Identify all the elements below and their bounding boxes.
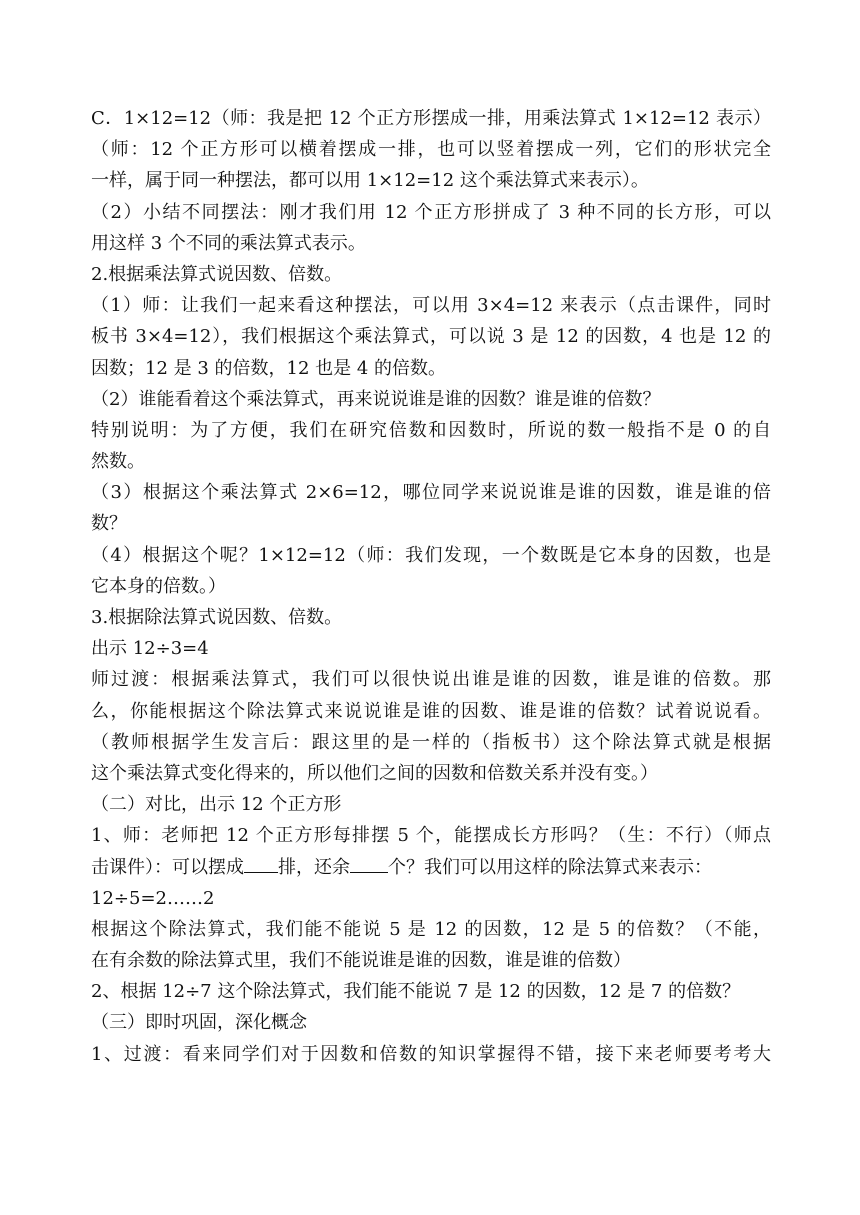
fill-blank-remainder [350,854,388,873]
text-line-with-blanks [91,852,771,883]
section-heading: 2.根据乘法算式说因数、倍数。 [91,263,343,285]
text-line: （3）根据这个乘法算式 2×6=12，哪位同学来说说谁是谁的因数，谁是谁的倍 [91,482,771,504]
text-line: （1）师：让我们一起来看这种摆法，可以用 3×4=12 来表示（点击课件，同时 [91,295,771,317]
text-line: C．1×12=12（师：我是把 12 个正方形摆成一排，用乘法算式 1×12=12 表示） [91,108,771,129]
text-line: （师：12 个正方形可以横着摆成一排，也可以竖着摆成一列，它们的形状完全 [91,139,771,161]
text-line: 这个乘法算式变化得来的，所以他们之间的因数和倍数关系并没有变。） [91,762,658,784]
section-heading: （三）即时巩固，深化概念 [91,1012,307,1034]
text-line: 2、根据 12÷7 这个除法算式，我们能不能说 7 是 12 的因数，12 是 7 的倍数？ [91,981,741,1003]
section-heading: （二）对比，出示 12 个正方形 [91,794,342,816]
text-line: 然数。 [91,451,145,473]
text-line: 板书 3×4=12），我们根据这个乘法算式，可以说 3 是 12 的因数，4 也是 12 的 [91,326,771,348]
text-line: 12÷5=2……2 [91,887,215,909]
text-line: 1、过渡：看来同学们对于因数和倍数的知识掌握得不错，接下来老师要考考大 [91,1043,771,1065]
text-line: （2）谁能看着这个乘法算式，再来说说谁是谁的因数？谁是谁的倍数？ [91,388,661,410]
section-heading: 3.根据除法算式说因数、倍数。 [91,607,343,628]
text-line: 数？ [91,513,127,535]
text-line: 一样，属于同一种摆法，都可以用 1×12=12 这个乘法算式来表示）。 [91,170,649,192]
text-line: 出示 12÷3=4 [91,638,209,660]
blank-line-part-3: 个？我们可以用这样的除法算式来表示： [388,856,712,878]
text-line: 用这样 3 个不同的乘法算式表示。 [91,232,366,254]
text-line: 1、师：老师把 12 个正方形每排摆 5 个，能摆成长方形吗？（生：不行）（师点 [91,825,771,847]
blank-line-part-2: 排，还余 [278,856,350,878]
text-line: （教师根据学生发言后：跟这里的是一样的（指板书）这个除法算式就是根据 [91,731,771,753]
fill-blank-rows [244,854,278,873]
text-line: 它本身的倍数。） [91,575,226,597]
text-line: （4）根据这个呢？1×12=12（师：我们发现，一个数既是它本身的因数，也是 [91,544,771,566]
text-line: （2）小结不同摆法：刚才我们用 12 个正方形拼成了 3 种不同的长方形，可以 [91,201,771,223]
text-line: 根据这个除法算式，我们能不能说 5 是 12 的因数，12 是 5 的倍数？（不能， [91,918,771,940]
blank-line-part-1: 击课件）：可以摆成 [91,856,244,878]
text-line: 师过渡：根据乘法算式，我们可以很快说出谁是谁的因数，谁是谁的倍数。那 [91,669,771,691]
document-body [91,103,771,1070]
text-line: 特别说明：为了方便，我们在研究倍数和因数时，所说的数一般指不是 0 的自 [91,419,771,441]
text-line: 因数；12 是 3 的倍数，12 也是 4 的倍数。 [91,357,447,379]
text-line: 在有余数的除法算式里，我们不能说谁是谁的因数，谁是谁的倍数） [91,950,631,972]
text-line: 么，你能根据这个除法算式来说说谁是谁的因数、谁是谁的倍数？试着说说看。 [91,700,771,722]
